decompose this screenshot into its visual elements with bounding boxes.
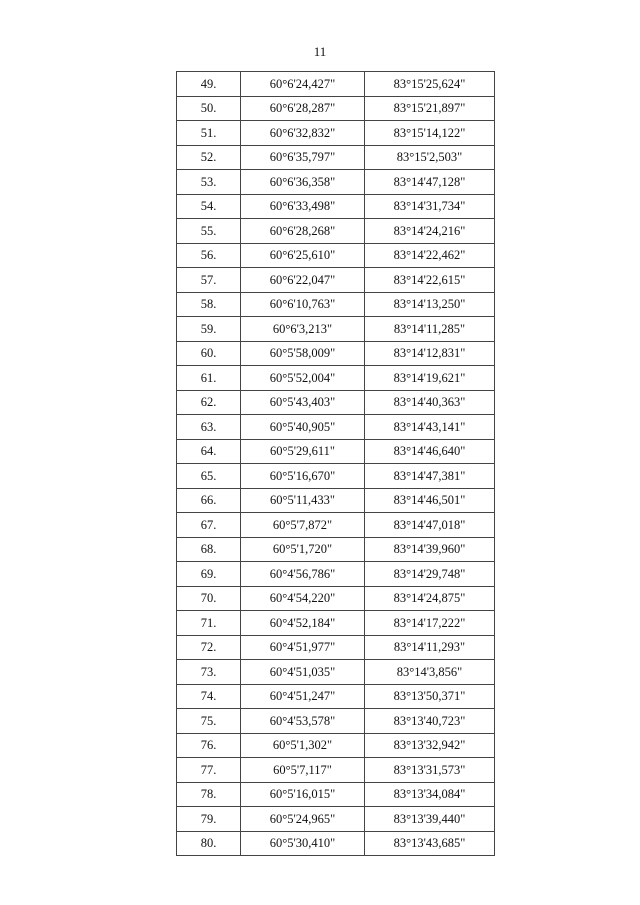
table-row xyxy=(177,219,495,244)
table-row xyxy=(177,635,495,660)
table-row xyxy=(177,268,495,293)
longitude-cell: 83°14'46,501" xyxy=(365,488,495,513)
longitude-cell: 83°13'50,371" xyxy=(365,684,495,709)
table-row xyxy=(177,341,495,366)
latitude-cell: 60°5'1,302" xyxy=(241,733,365,758)
table-row xyxy=(177,758,495,783)
point-number-cell: 66. xyxy=(177,488,241,513)
latitude-cell: 60°5'11,433" xyxy=(241,488,365,513)
latitude-cell: 60°4'54,220" xyxy=(241,586,365,611)
longitude-cell: 83°15'2,503" xyxy=(365,145,495,170)
table-row xyxy=(177,464,495,489)
point-number-cell: 79. xyxy=(177,807,241,832)
coordinates-table-body xyxy=(177,72,495,856)
longitude-cell: 83°14'46,640" xyxy=(365,439,495,464)
coordinates-table xyxy=(176,71,495,856)
longitude-cell: 83°15'25,624" xyxy=(365,72,495,97)
point-number-cell: 73. xyxy=(177,660,241,685)
longitude-cell: 83°13'32,942" xyxy=(365,733,495,758)
latitude-cell: 60°6'10,763" xyxy=(241,292,365,317)
latitude-cell: 60°6'28,268" xyxy=(241,219,365,244)
longitude-cell: 83°14'47,018" xyxy=(365,513,495,538)
longitude-cell: 83°14'12,831" xyxy=(365,341,495,366)
table-row xyxy=(177,513,495,538)
table-row xyxy=(177,807,495,832)
longitude-cell: 83°14'17,222" xyxy=(365,611,495,636)
latitude-cell: 60°5'30,410" xyxy=(241,831,365,856)
longitude-cell: 83°14'22,462" xyxy=(365,243,495,268)
point-number-cell: 55. xyxy=(177,219,241,244)
latitude-cell: 60°5'1,720" xyxy=(241,537,365,562)
longitude-cell: 83°13'43,685" xyxy=(365,831,495,856)
point-number-cell: 65. xyxy=(177,464,241,489)
latitude-cell: 60°5'52,004" xyxy=(241,366,365,391)
point-number-cell: 49. xyxy=(177,72,241,97)
table-row xyxy=(177,562,495,587)
table-row xyxy=(177,782,495,807)
point-number-cell: 57. xyxy=(177,268,241,293)
table-row xyxy=(177,121,495,146)
latitude-cell: 60°4'51,247" xyxy=(241,684,365,709)
table-row xyxy=(177,733,495,758)
point-number-cell: 52. xyxy=(177,145,241,170)
longitude-cell: 83°13'31,573" xyxy=(365,758,495,783)
latitude-cell: 60°6'36,358" xyxy=(241,170,365,195)
table-row xyxy=(177,194,495,219)
latitude-cell: 60°6'28,287" xyxy=(241,96,365,121)
latitude-cell: 60°5'16,015" xyxy=(241,782,365,807)
latitude-cell: 60°4'56,786" xyxy=(241,562,365,587)
longitude-cell: 83°14'29,748" xyxy=(365,562,495,587)
longitude-cell: 83°14'13,250" xyxy=(365,292,495,317)
latitude-cell: 60°5'40,905" xyxy=(241,415,365,440)
table-row xyxy=(177,415,495,440)
table-row xyxy=(177,96,495,121)
point-number-cell: 56. xyxy=(177,243,241,268)
point-number-cell: 71. xyxy=(177,611,241,636)
point-number-cell: 61. xyxy=(177,366,241,391)
table-row xyxy=(177,831,495,856)
latitude-cell: 60°5'58,009" xyxy=(241,341,365,366)
latitude-cell: 60°6'35,797" xyxy=(241,145,365,170)
longitude-cell: 83°14'22,615" xyxy=(365,268,495,293)
longitude-cell: 83°13'34,084" xyxy=(365,782,495,807)
longitude-cell: 83°14'3,856" xyxy=(365,660,495,685)
point-number-cell: 53. xyxy=(177,170,241,195)
longitude-cell: 83°14'24,216" xyxy=(365,219,495,244)
table-row xyxy=(177,292,495,317)
longitude-cell: 83°14'47,381" xyxy=(365,464,495,489)
table-row xyxy=(177,439,495,464)
latitude-cell: 60°5'24,965" xyxy=(241,807,365,832)
table-row xyxy=(177,390,495,415)
table-row xyxy=(177,660,495,685)
latitude-cell: 60°5'7,872" xyxy=(241,513,365,538)
point-number-cell: 51. xyxy=(177,121,241,146)
latitude-cell: 60°6'22,047" xyxy=(241,268,365,293)
page-number: 11 xyxy=(313,44,327,59)
latitude-cell: 60°4'52,184" xyxy=(241,611,365,636)
point-number-cell: 67. xyxy=(177,513,241,538)
table-row xyxy=(177,317,495,342)
table-row xyxy=(177,170,495,195)
point-number-cell: 70. xyxy=(177,586,241,611)
point-number-cell: 54. xyxy=(177,194,241,219)
table-row xyxy=(177,243,495,268)
latitude-cell: 60°6'24,427" xyxy=(241,72,365,97)
latitude-cell: 60°4'51,977" xyxy=(241,635,365,660)
latitude-cell: 60°6'3,213" xyxy=(241,317,365,342)
point-number-cell: 59. xyxy=(177,317,241,342)
longitude-cell: 83°14'31,734" xyxy=(365,194,495,219)
table-row xyxy=(177,488,495,513)
latitude-cell: 60°5'43,403" xyxy=(241,390,365,415)
longitude-cell: 83°13'39,440" xyxy=(365,807,495,832)
point-number-cell: 75. xyxy=(177,709,241,734)
longitude-cell: 83°14'24,875" xyxy=(365,586,495,611)
longitude-cell: 83°14'11,293" xyxy=(365,635,495,660)
latitude-cell: 60°6'33,498" xyxy=(241,194,365,219)
point-number-cell: 63. xyxy=(177,415,241,440)
table-row xyxy=(177,366,495,391)
longitude-cell: 83°14'40,363" xyxy=(365,390,495,415)
table-row xyxy=(177,586,495,611)
point-number-cell: 72. xyxy=(177,635,241,660)
longitude-cell: 83°14'11,285" xyxy=(365,317,495,342)
point-number-cell: 76. xyxy=(177,733,241,758)
point-number-cell: 62. xyxy=(177,390,241,415)
latitude-cell: 60°5'29,611" xyxy=(241,439,365,464)
point-number-cell: 80. xyxy=(177,831,241,856)
longitude-cell: 83°15'21,897" xyxy=(365,96,495,121)
latitude-cell: 60°4'53,578" xyxy=(241,709,365,734)
table-row xyxy=(177,684,495,709)
table-row xyxy=(177,72,495,97)
longitude-cell: 83°14'39,960" xyxy=(365,537,495,562)
longitude-cell: 83°14'47,128" xyxy=(365,170,495,195)
longitude-cell: 83°14'19,621" xyxy=(365,366,495,391)
table-row xyxy=(177,709,495,734)
table-row xyxy=(177,537,495,562)
point-number-cell: 68. xyxy=(177,537,241,562)
point-number-cell: 50. xyxy=(177,96,241,121)
point-number-cell: 64. xyxy=(177,439,241,464)
point-number-cell: 78. xyxy=(177,782,241,807)
latitude-cell: 60°4'51,035" xyxy=(241,660,365,685)
point-number-cell: 74. xyxy=(177,684,241,709)
table-row xyxy=(177,145,495,170)
point-number-cell: 58. xyxy=(177,292,241,317)
point-number-cell: 69. xyxy=(177,562,241,587)
longitude-cell: 83°15'14,122" xyxy=(365,121,495,146)
point-number-cell: 77. xyxy=(177,758,241,783)
latitude-cell: 60°6'32,832" xyxy=(241,121,365,146)
latitude-cell: 60°5'16,670" xyxy=(241,464,365,489)
point-number-cell: 60. xyxy=(177,341,241,366)
latitude-cell: 60°6'25,610" xyxy=(241,243,365,268)
longitude-cell: 83°13'40,723" xyxy=(365,709,495,734)
latitude-cell: 60°5'7,117" xyxy=(241,758,365,783)
table-row xyxy=(177,611,495,636)
longitude-cell: 83°14'43,141" xyxy=(365,415,495,440)
